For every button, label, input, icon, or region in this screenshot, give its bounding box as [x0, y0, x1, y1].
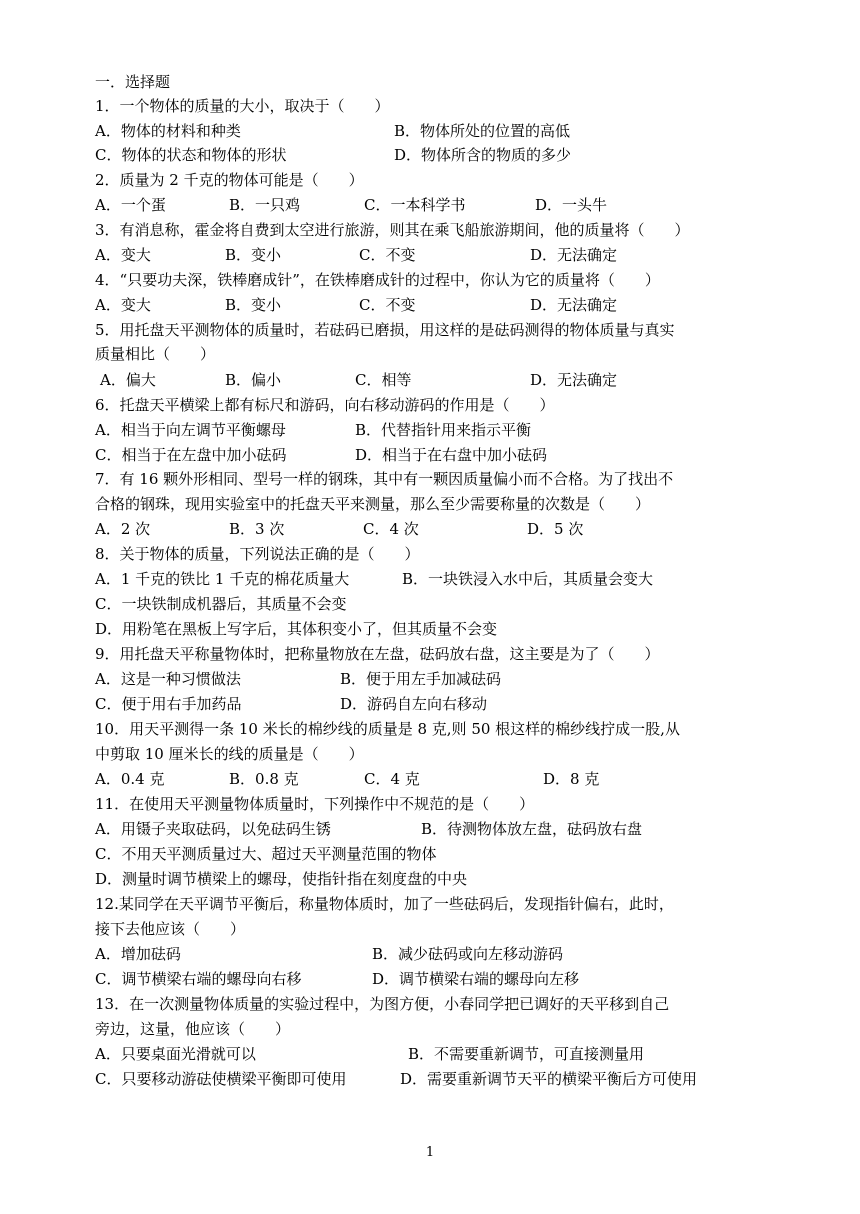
- option: B．一块铁浸入水中后，其质量会变大: [402, 570, 654, 588]
- option: A．物体的材料和种类: [95, 122, 241, 140]
- option: A．增加砝码: [95, 945, 181, 963]
- question-stem: 7．有 16 颗外形相同、型号一样的钢珠，其中有一颗因质量偏小而不合格。为了找出不: [95, 470, 674, 488]
- option: A．只要桌面光滑就可以: [95, 1045, 256, 1063]
- option-line: D．用粉笔在黑板上写字后，其体积变小了，但其质量不会变: [95, 620, 498, 638]
- option: A．相当于向左调节平衡螺母: [95, 421, 286, 439]
- option: B．不需要重新调节，可直接测量用: [408, 1045, 645, 1063]
- option: D．物体所含的物质的多少: [394, 146, 572, 164]
- option-line: C．不用天平测质量过大、超过天平测量范围的物体: [95, 845, 437, 863]
- option: C．4 次: [363, 520, 419, 538]
- option: D．游码自左向右移动: [340, 695, 488, 713]
- option: D．5 次: [527, 520, 584, 538]
- option: C．不变: [359, 296, 416, 314]
- option: D．无法确定: [530, 296, 618, 314]
- option: C．只要移动游砝使横梁平衡即可使用: [95, 1070, 347, 1088]
- option: C．4 克: [364, 770, 420, 788]
- question-stem: 13．在一次测量物体质量的实验过程中，为图方便，小春同学把已调好的天平移到自己: [95, 995, 670, 1013]
- option: C．一本科学书: [364, 196, 466, 214]
- question-stem: 12.某同学在天平调节平衡后，称量物体质时，加了一些砝码后，发现指针偏右，此时，: [95, 895, 674, 913]
- option: D．调节横梁右端的螺母向左移: [372, 970, 580, 988]
- question-stem-continued: 质量相比（ ）: [95, 345, 216, 363]
- option: D．需要重新调节天平的横梁平衡后方可使用: [400, 1070, 698, 1088]
- question-stem-continued: 中剪取 10 厘米长的线的质量是（ ）: [95, 745, 364, 763]
- option: B．变小: [225, 246, 282, 264]
- option: B．待测物体放左盘，砝码放右盘: [421, 820, 643, 838]
- option: C．调节横梁右端的螺母向右移: [95, 970, 302, 988]
- question-stem: 4．“只要功夫深，铁棒磨成针”，在铁棒磨成针的过程中，你认为它的质量将（ ）: [95, 271, 660, 289]
- option: C．不变: [359, 246, 416, 264]
- option: B．0.8 克: [229, 770, 299, 788]
- option: C．便于用右手加药品: [95, 695, 242, 713]
- option: B．一只鸡: [229, 196, 301, 214]
- question-stem: 3．有消息称，霍金将自费到太空进行旅游，则其在乘飞船旅游期间，他的质量将（ ）: [95, 221, 690, 239]
- question-stem: 10．用天平测得一条 10 米长的棉纱线的质量是 8 克,则 50 根这样的棉纱线拧成一股,从: [95, 720, 680, 738]
- option: B．便于用左手加减砝码: [340, 670, 502, 688]
- option: D．8 克: [543, 770, 600, 788]
- option: D．无法确定: [530, 246, 618, 264]
- question-stem-continued: 合格的钢珠，现用实验室中的托盘天平来测量，那么至少需要称量的次数是（ ）: [95, 495, 651, 513]
- option: D．一头牛: [535, 196, 608, 214]
- question-stem: 6．托盘天平横梁上都有标尺和游码，向右移动游码的作用是（ ）: [95, 396, 555, 414]
- option: A．0.4 克: [95, 770, 165, 788]
- option: C．相等: [355, 371, 412, 389]
- question-stem: 5．用托盘天平测物体的质量时，若砝码已磨损，用这样的是砝码测得的物体质量与真实: [95, 321, 675, 339]
- option: A．一个蛋: [95, 196, 166, 214]
- question-stem: 1．一个物体的质量的大小，取决于（ ）: [95, 97, 390, 115]
- option-line: D．测量时调节横梁上的螺母，使指针指在刻度盘的中央: [95, 870, 468, 888]
- question-stem-continued: 接下去他应该（ ）: [95, 920, 246, 938]
- option: B．减少砝码或向左移动游码: [372, 945, 564, 963]
- question-stem: 2．质量为 2 千克的物体可能是（ ）: [95, 171, 364, 189]
- option: A．偏大: [100, 371, 156, 389]
- option: D．无法确定: [530, 371, 618, 389]
- option: A．变大: [95, 246, 151, 264]
- section-title: 一．选择题: [95, 73, 171, 91]
- option: B．3 次: [229, 520, 285, 538]
- option: B．偏小: [225, 371, 282, 389]
- option: C．相当于在左盘中加小砝码: [95, 446, 287, 464]
- option: B．变小: [225, 296, 282, 314]
- option: D．相当于在右盘中加小砝码: [355, 446, 548, 464]
- option: A．这是一种习惯做法: [95, 670, 241, 688]
- option: A．1 千克的铁比 1 千克的棉花质量大: [95, 570, 350, 588]
- page-number: 1: [425, 1145, 435, 1160]
- option: B．物体所处的位置的高低: [394, 122, 571, 140]
- option: C．物体的状态和物体的形状: [95, 146, 287, 164]
- question-stem: 8．关于物体的质量，下列说法正确的是（ ）: [95, 545, 420, 563]
- question-stem: 11．在使用天平测量物体质量时，下列操作中不规范的是（ ）: [95, 795, 535, 813]
- option: A．用镊子夹取砝码，以免砝码生锈: [95, 820, 331, 838]
- question-stem-continued: 旁边，这量，他应该（ ）: [95, 1020, 291, 1038]
- option: A．2 次: [95, 520, 151, 538]
- option: A．变大: [95, 296, 151, 314]
- option: B．代替指针用来指示平衡: [355, 421, 532, 439]
- option-line: C．一块铁制成机器后，其质量不会变: [95, 595, 347, 613]
- question-stem: 9．用托盘天平称量物体时，把称量物放在左盘，砝码放右盘，这主要是为了（ ）: [95, 645, 660, 663]
